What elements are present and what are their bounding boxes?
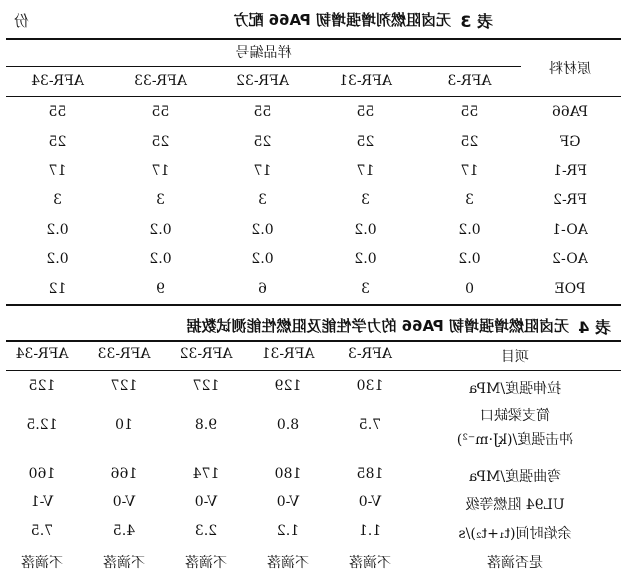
table4-cell: 10 bbox=[115, 417, 133, 433]
table3-group-rule bbox=[6, 66, 521, 67]
table3-group-header: 样品编号 bbox=[235, 45, 292, 61]
table3-cell: 55 bbox=[460, 104, 479, 120]
table4-title: 无卤阻燃增强增韧 PA66 的力学性能及阻燃性能测试数据 bbox=[186, 317, 569, 335]
table4-column-header: AFR-31 bbox=[261, 346, 315, 362]
table3-cell: 9 bbox=[156, 281, 165, 297]
table3-cell: 17 bbox=[253, 163, 272, 179]
table4-item-header: 项目 bbox=[501, 349, 529, 365]
table3-cell: 0.2 bbox=[458, 222, 481, 238]
table3-cell: 0.2 bbox=[354, 251, 377, 267]
table4-column-header: AFR-32 bbox=[179, 346, 233, 362]
table4-cell: 4.5 bbox=[112, 523, 136, 539]
table4-cell: 180 bbox=[274, 466, 302, 482]
table4-cell: 7.5 bbox=[30, 523, 54, 539]
table3-cell: 0.2 bbox=[46, 251, 69, 267]
table3-row-label: AO-1 bbox=[552, 222, 588, 238]
table3-material-header: 原材料 bbox=[549, 61, 591, 77]
table4-column-header: AFR-34 bbox=[15, 346, 69, 362]
table4-cell: 129 bbox=[274, 378, 302, 394]
table3-row-label: FR-1 bbox=[553, 163, 587, 179]
table4-row-label: 是否滴落 bbox=[487, 555, 543, 571]
table3-cell: 0.2 bbox=[251, 222, 274, 238]
table3-unit: 份 bbox=[14, 12, 30, 30]
table4-cell: 不滴落 bbox=[103, 555, 145, 571]
table3-row-label: POE bbox=[554, 281, 586, 297]
table3-cell: 17 bbox=[356, 163, 375, 179]
table4-cell: 不滴落 bbox=[185, 555, 227, 571]
table4-cell: 7.5 bbox=[358, 417, 382, 433]
table4-row-label: 弯曲强度/MPa bbox=[468, 469, 562, 485]
table4-row-label-line2: 冲击强度/(kJ·m⁻²) bbox=[456, 432, 574, 448]
table4-row-label: 拉伸强度/MPa bbox=[468, 381, 562, 397]
table4-number: 表 4 bbox=[578, 318, 611, 337]
table4-cell: 127 bbox=[110, 378, 138, 394]
table4-row-label: 余焰时间(t₁+t₂)/s bbox=[458, 526, 572, 542]
table3-row-label: AO-2 bbox=[552, 251, 588, 267]
table3-column-header: AFR-31 bbox=[339, 73, 392, 89]
table3-title: 无卤阻燃剂增强增韧 PA66 配方 bbox=[233, 11, 451, 29]
table3-cell: 0.2 bbox=[46, 222, 69, 238]
table3-cell: 55 bbox=[151, 104, 170, 120]
table4-cell: V-0 bbox=[358, 494, 382, 510]
table4-cell: 8.0 bbox=[276, 417, 300, 433]
table3-top-rule bbox=[6, 38, 621, 40]
table3-cell: 12 bbox=[48, 281, 67, 297]
table3-caption bbox=[6, 6, 621, 32]
table3-column-header: AFR-33 bbox=[134, 73, 187, 89]
table4-cell: 不滴落 bbox=[349, 555, 391, 571]
table4-column-header: AFR-3 bbox=[348, 346, 393, 362]
table4-cell: 1.2 bbox=[276, 523, 300, 539]
table4-cell: V-0 bbox=[194, 494, 218, 510]
table4-row-label: UL94 阻燃等级 bbox=[465, 497, 565, 513]
table3-cell: 0.2 bbox=[149, 251, 172, 267]
table4-caption bbox=[6, 312, 621, 338]
table3-row-label: FR-2 bbox=[553, 192, 587, 208]
table4-cell: 166 bbox=[110, 466, 138, 482]
table3-cell: 17 bbox=[151, 163, 170, 179]
table3-cell: 17 bbox=[48, 163, 67, 179]
table3-number: 表 3 bbox=[460, 12, 493, 31]
table4-cell: 185 bbox=[356, 466, 384, 482]
table4-cell: 174 bbox=[192, 466, 220, 482]
table4-cell: 不滴落 bbox=[267, 555, 309, 571]
table3-cell: 25 bbox=[356, 134, 375, 150]
table4-cell: 12.5 bbox=[26, 417, 58, 433]
table3-cell: 0.2 bbox=[354, 222, 377, 238]
table3-cell: 55 bbox=[356, 104, 375, 120]
table3-column-header: AFR-34 bbox=[31, 73, 84, 89]
table3-cell: 3 bbox=[53, 192, 62, 208]
table3-cell: 3 bbox=[156, 192, 165, 208]
table3-cell: 0.2 bbox=[458, 251, 481, 267]
table4-cell: V-0 bbox=[112, 494, 136, 510]
table3-cell: 3 bbox=[465, 192, 474, 208]
table3-cell: 25 bbox=[151, 134, 170, 150]
table3-cell: 0.2 bbox=[149, 222, 172, 238]
table3-row-label: GF bbox=[559, 134, 581, 150]
table3-bottom-rule bbox=[6, 304, 621, 306]
table4-column-header: AFR-33 bbox=[97, 346, 151, 362]
table3-cell: 3 bbox=[258, 192, 267, 208]
table3-cell: 25 bbox=[460, 134, 479, 150]
table4-cell: 1.1 bbox=[358, 523, 382, 539]
table3-cell: 3 bbox=[361, 192, 370, 208]
table3-cell: 0.2 bbox=[251, 251, 274, 267]
table4-cell: V-0 bbox=[276, 494, 300, 510]
table4-cell: 2.3 bbox=[194, 523, 218, 539]
table4-cell: 不滴落 bbox=[21, 555, 63, 571]
table4-cell: 9.8 bbox=[194, 417, 218, 433]
table4-top-rule bbox=[6, 340, 621, 342]
table3-cell: 0 bbox=[465, 281, 474, 297]
table3-cell: 55 bbox=[48, 104, 67, 120]
table4-cell: 130 bbox=[356, 378, 384, 394]
table3-cell: 55 bbox=[253, 104, 272, 120]
table4-cell: 125 bbox=[28, 378, 56, 394]
table3-column-header: AFR-3 bbox=[447, 73, 492, 89]
table4-cell: 160 bbox=[28, 466, 56, 482]
table3-row-label: PA66 bbox=[551, 104, 589, 120]
table3-column-header: AFR-32 bbox=[236, 73, 289, 89]
table3-cell: 6 bbox=[258, 281, 267, 297]
table3-header-rule bbox=[6, 96, 621, 97]
table4-row-label: 简支梁缺口 bbox=[480, 408, 550, 424]
table3-cell: 17 bbox=[460, 163, 479, 179]
table3-cell: 25 bbox=[48, 134, 67, 150]
table3-cell: 25 bbox=[253, 134, 272, 150]
table4-cell: V-1 bbox=[30, 494, 54, 510]
table4-header-rule bbox=[6, 370, 621, 371]
table3-cell: 3 bbox=[361, 281, 370, 297]
table4-cell: 127 bbox=[192, 378, 220, 394]
